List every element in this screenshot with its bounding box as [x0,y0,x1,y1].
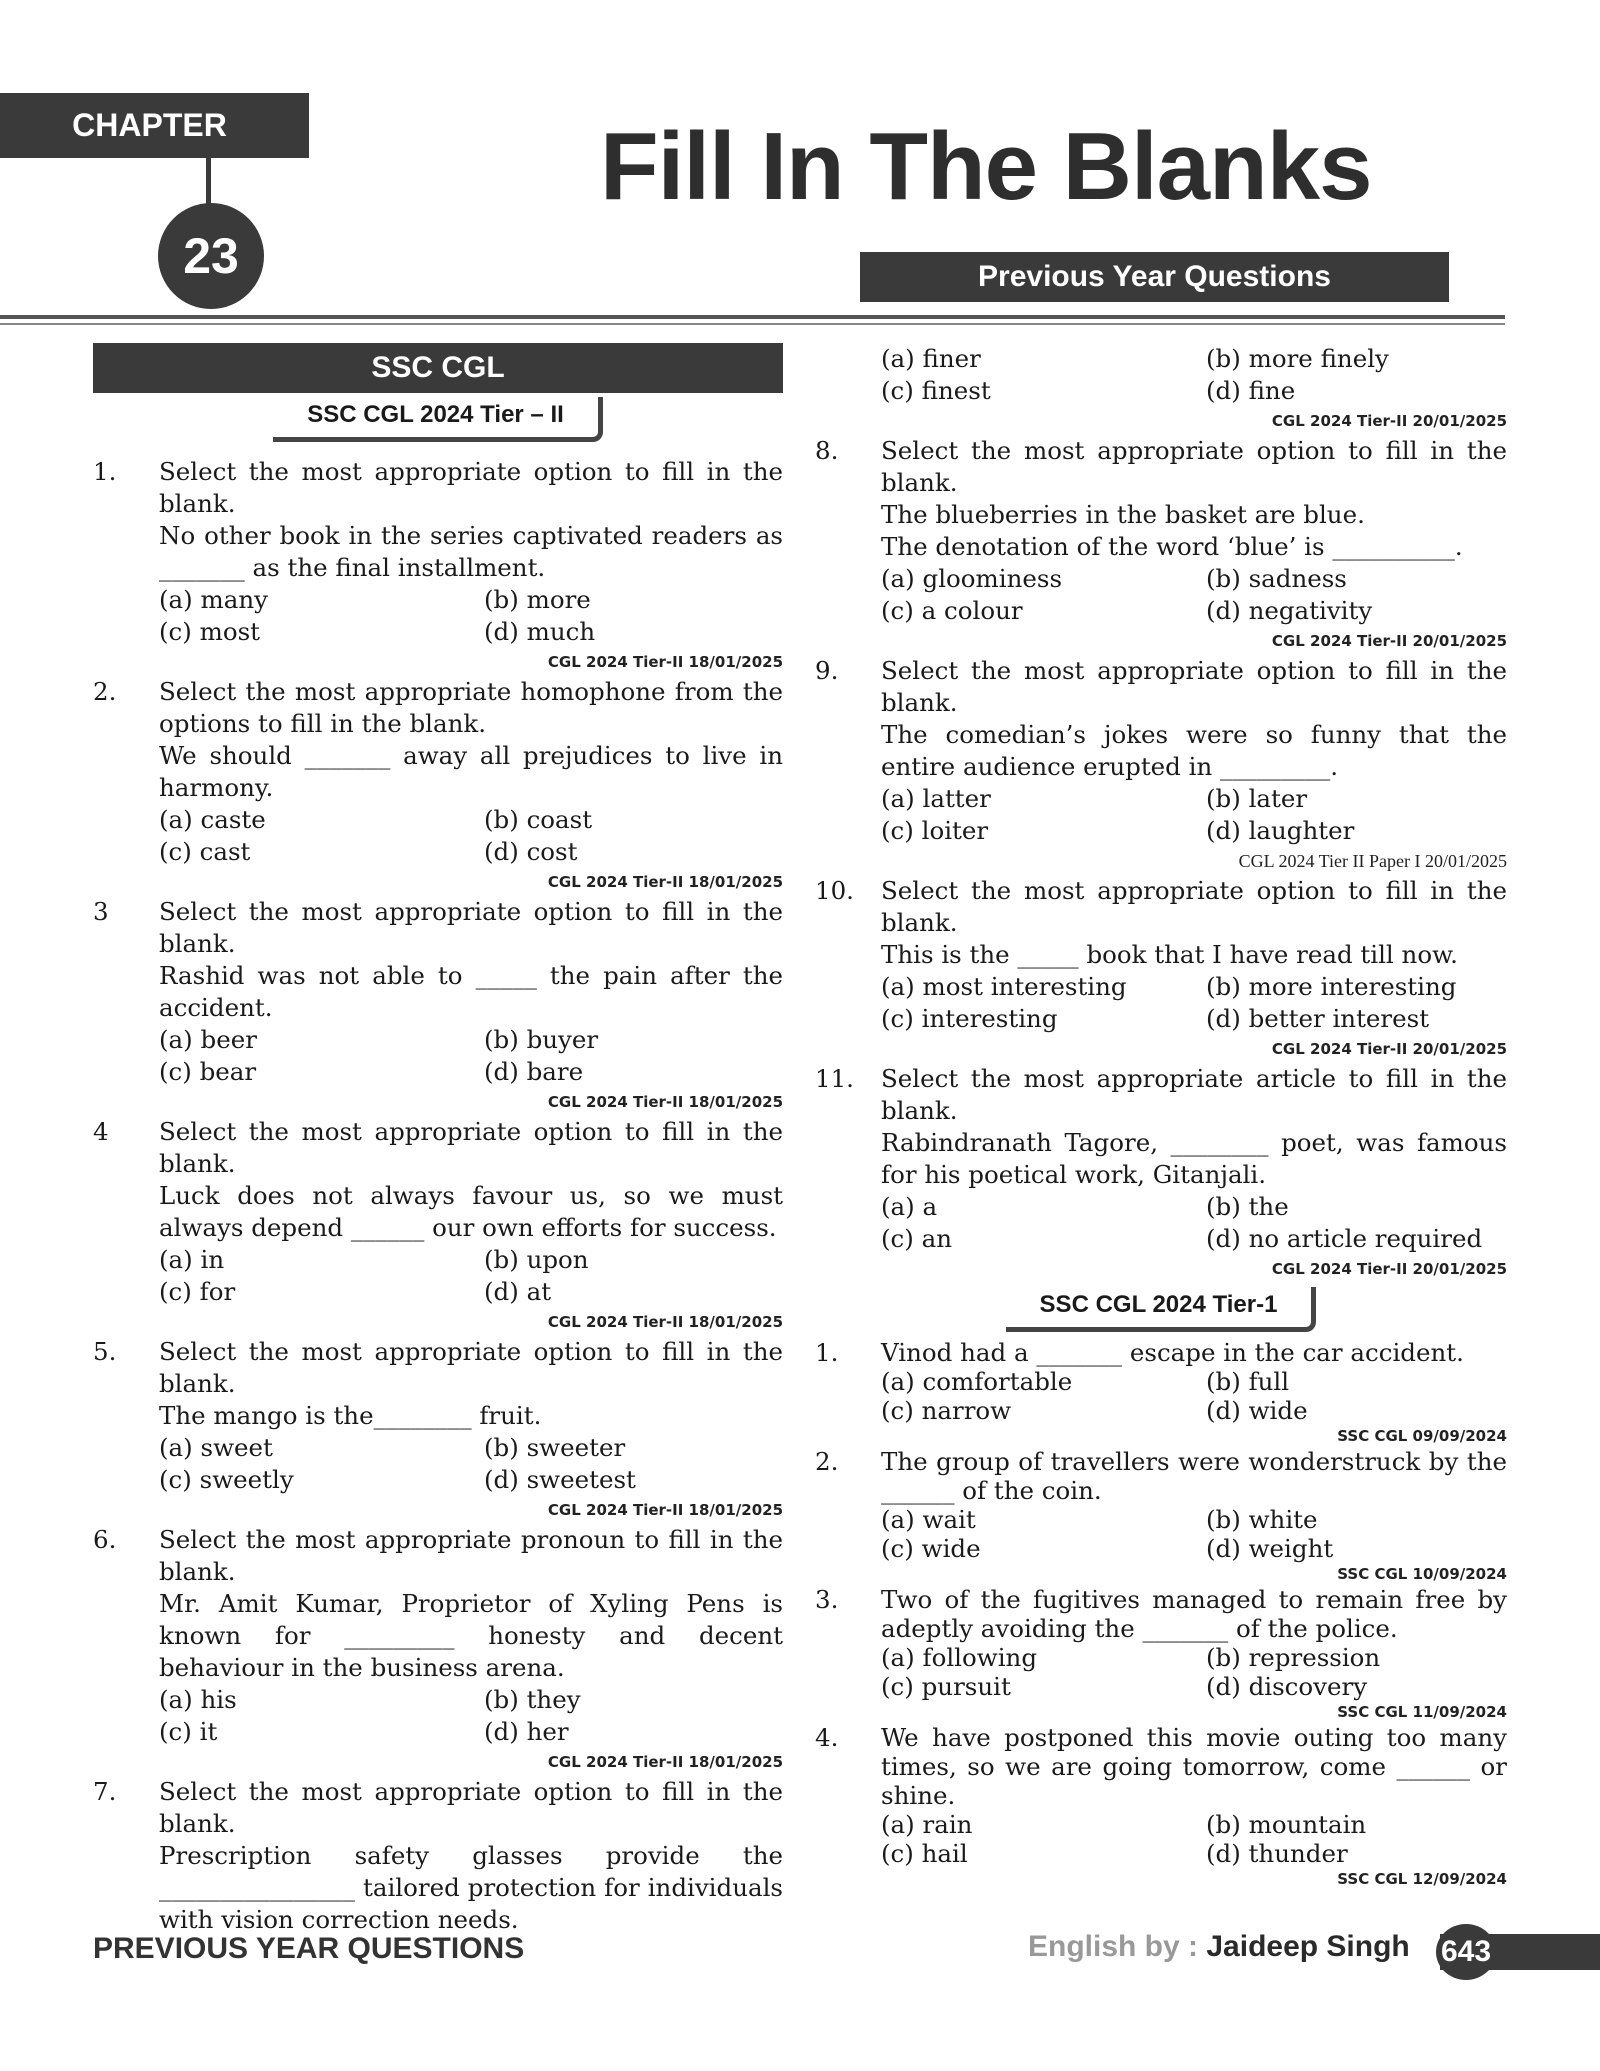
option: (d) cost [484,837,578,866]
option: (b) later [1206,784,1308,813]
option: (c) pursuit [881,1672,1011,1701]
option: (c) finest [881,376,991,405]
question-source: CGL 2024 Tier-II 18/01/2025 [547,1093,783,1111]
question-source: SSC CGL 10/09/2024 [1337,1565,1507,1583]
question [815,1063,1507,1283]
question-sentence-2: The denotation of the word ‘blue’ is __________. [881,532,1463,561]
question-source: SSC CGL 12/09/2024 [1337,1870,1507,1888]
question-number: 1. [93,457,117,486]
question-number: 4 [93,1117,109,1146]
question-text: Select the most appropriate option to fill in the blank. [159,1117,783,1178]
options [881,971,1507,1035]
option: (a) following [881,1643,1038,1672]
chapter-connector [206,158,211,208]
question-sentence: This is the _____ book that I have read till now. [881,940,1458,969]
question-number: 7. [93,1777,117,1806]
question-source: CGL 2024 Tier-II 20/01/2025 [1271,1040,1507,1058]
question-text: Select the most appropriate article to fill in the blank. [881,1064,1507,1125]
question-text: Select the most appropriate option to fill in the blank. [159,897,783,958]
question-number: 9. [815,656,839,685]
option: (a) sweet [159,1433,273,1462]
option: (b) upon [484,1245,589,1274]
question-number: 10. [815,876,854,905]
question-sentence: The blueberries in the basket are blue. [881,500,1365,529]
option: (a) most interesting [881,972,1127,1001]
option: (b) they [484,1685,581,1714]
question-source: CGL 2024 Tier-II 20/01/2025 [1271,412,1507,430]
question-text: Vinod had a _______ escape in the car accident. [881,1338,1464,1367]
question-text: Two of the fugitives managed to remain free by adeptly avoiding the _______ of the police. [881,1585,1507,1643]
question-sentence: Mr. Amit Kumar, Proprietor of Xyling Pens is known for _________ honesty and decent behaviour in the business arena. [159,1589,783,1682]
option: (b) sadness [1206,564,1347,593]
option: (c) hail [881,1839,968,1868]
question-sentence: We should _______ away all prejudices to live in harmony. [159,741,783,802]
options [881,1367,1507,1425]
option: (c) most [159,617,261,646]
question-sentence: Rashid was not able to _____ the pain after the accident. [159,961,783,1022]
options [881,1810,1507,1868]
options [159,1244,783,1308]
option: (d) negativity [1206,596,1373,625]
option: (a) rain [881,1810,973,1839]
question-text: Select the most appropriate option to fill in the blank. [881,436,1507,497]
question-source: CGL 2024 Tier-II 18/01/2025 [547,1313,783,1331]
options [159,1432,783,1496]
question-text: The group of travellers were wonderstruck by the ______ of the coin. [881,1447,1507,1505]
question [93,676,783,896]
option: (c) sweetly [159,1465,294,1494]
question [93,896,783,1116]
right-column [815,343,1507,1890]
question [815,435,1507,655]
option: (c) loiter [881,816,989,845]
question-source: CGL 2024 Tier-II 20/01/2025 [1271,632,1507,650]
option: (c) narrow [881,1396,1012,1425]
question-number: 4. [815,1723,839,1752]
question-number: 8. [815,436,839,465]
question-source: SSC CGL 11/09/2024 [1337,1703,1507,1721]
option: (d) thunder [1206,1839,1348,1868]
question [93,456,783,676]
option: (a) beer [159,1025,257,1054]
options [881,1643,1507,1701]
option: (b) coast [484,805,593,834]
option: (d) at [484,1277,552,1306]
question [815,1447,1507,1585]
option: (b) more finely [1206,344,1389,373]
subsection-heading-tier1: SSC CGL 2024 Tier-1 [1006,1287,1317,1332]
option: (c) interesting [881,1004,1058,1033]
option: (d) laughter [1206,816,1355,845]
subsection-heading-wrap [815,1287,1507,1332]
option: (d) no article required [1206,1224,1483,1253]
question-text: Select the most appropriate pronoun to fill in the blank. [159,1525,783,1586]
question-sentence: No other book in the series captivated readers as _______ as the final installment. [159,521,783,582]
question-source: SSC CGL 09/09/2024 [1337,1427,1507,1445]
option: (d) much [484,617,596,646]
chapter-number: 23 [158,203,264,309]
options [159,804,783,868]
option: (b) full [1206,1367,1290,1396]
options [159,1024,783,1088]
option: (c) cast [159,837,251,866]
question-source: CGL 2024 Tier-II 18/01/2025 [547,653,783,671]
option: (a) his [159,1685,237,1714]
subsection-heading-wrap [93,397,783,442]
question-sentence: Prescription safety glasses provide the ________________ tailored protection for individuals with vision correction needs. [159,1841,783,1934]
question-sentence: The mango is the________ fruit. [159,1401,542,1430]
subsection-heading-tier2: SSC CGL 2024 Tier – II [273,397,603,442]
footer-credit-label: English by : [1028,1930,1207,1963]
question-number: 2. [815,1447,839,1476]
question [815,1338,1507,1447]
options [881,563,1507,627]
question [93,1524,783,1776]
option: (d) weight [1206,1534,1334,1563]
option: (d) discovery [1206,1672,1368,1701]
option: (a) many [159,585,268,614]
section-heading: SSC CGL [93,343,783,393]
question-number: 1. [815,1338,839,1367]
question [815,655,1507,875]
option: (a) gloominess [881,564,1063,593]
question [93,1336,783,1524]
question [93,1776,783,1936]
page-subtitle: Previous Year Questions [860,252,1449,302]
question [815,1585,1507,1723]
header-divider [0,315,1505,319]
option: (a) in [159,1245,225,1274]
question-number: 2. [93,677,117,706]
question [93,1116,783,1336]
footer-label: PREVIOUS YEAR QUESTIONS [93,1932,525,1965]
question [815,875,1507,1063]
footer-credit [1028,1930,1410,1964]
option: (b) more [484,585,591,614]
question-number: 11. [815,1064,854,1093]
option: (d) her [484,1717,569,1746]
option: (c) an [881,1224,953,1253]
option: (b) more interesting [1206,972,1457,1001]
option: (b) repression [1206,1643,1381,1672]
header-divider-thin [0,323,1505,325]
options [881,1505,1507,1563]
question-text: We have postponed this movie outing too many times, so we are going tomorrow, come ______ or shine. [881,1723,1507,1810]
question-sentence: The comedian’s jokes were so funny that the entire audience erupted in _________. [881,720,1507,781]
question-source: CGL 2024 Tier-II 20/01/2025 [1271,1260,1507,1278]
question-source: CGL 2024 Tier II Paper I 20/01/2025 [1238,851,1507,871]
question-source: CGL 2024 Tier-II 18/01/2025 [547,1753,783,1771]
options [881,783,1507,847]
page-number: 643 [1436,1924,1496,1980]
option: (a) a [881,1192,938,1221]
option: (d) bare [484,1057,584,1086]
question-sentence: Luck does not always favour us, so we must always depend ______ our own efforts for success. [159,1181,783,1242]
page-title: Fill In The Blanks [600,113,1372,220]
option: (a) comfortable [881,1367,1073,1396]
option: (d) wide [1206,1396,1308,1425]
question-continued [815,343,1507,435]
question [815,1723,1507,1890]
question-text: Select the most appropriate option to fill in the blank. [881,876,1507,937]
options [159,584,783,648]
question-source: CGL 2024 Tier-II 18/01/2025 [547,873,783,891]
option: (c) for [159,1277,236,1306]
option: (d) fine [1206,376,1296,405]
option: (c) a colour [881,596,1023,625]
option: (b) sweeter [484,1433,626,1462]
options [881,343,1507,407]
option: (a) finer [881,344,981,373]
left-column [93,343,783,1936]
footer-author: Jaideep Singh [1206,1930,1410,1963]
option: (a) wait [881,1505,976,1534]
option: (a) caste [159,805,266,834]
question-source: CGL 2024 Tier-II 18/01/2025 [547,1501,783,1519]
question-number: 5. [93,1337,117,1366]
question-text: Select the most appropriate option to fill in the blank. [159,1337,783,1398]
question-number: 3. [815,1585,839,1614]
option: (b) buyer [484,1025,599,1054]
question-text: Select the most appropriate homophone from the options to fill in the blank. [159,677,783,738]
option: (c) wide [881,1534,981,1563]
options [159,1684,783,1748]
question-number: 6. [93,1525,117,1554]
option: (b) mountain [1206,1810,1367,1839]
option: (c) bear [159,1057,257,1086]
option: (d) sweetest [484,1465,636,1494]
option: (b) the [1206,1192,1289,1221]
options [881,1191,1507,1255]
option: (b) white [1206,1505,1318,1534]
option: (a) latter [881,784,991,813]
question-text: Select the most appropriate option to fill in the blank. [159,457,783,518]
chapter-label: CHAPTER [0,93,309,158]
question-text: Select the most appropriate option to fill in the blank. [159,1777,783,1838]
question-sentence: Rabindranath Tagore, ________ poet, was famous for his poetical work, Gitanjali. [881,1128,1507,1189]
option: (c) it [159,1717,218,1746]
option: (d) better interest [1206,1004,1430,1033]
question-number: 3 [93,897,109,926]
question-text: Select the most appropriate option to fill in the blank. [881,656,1507,717]
